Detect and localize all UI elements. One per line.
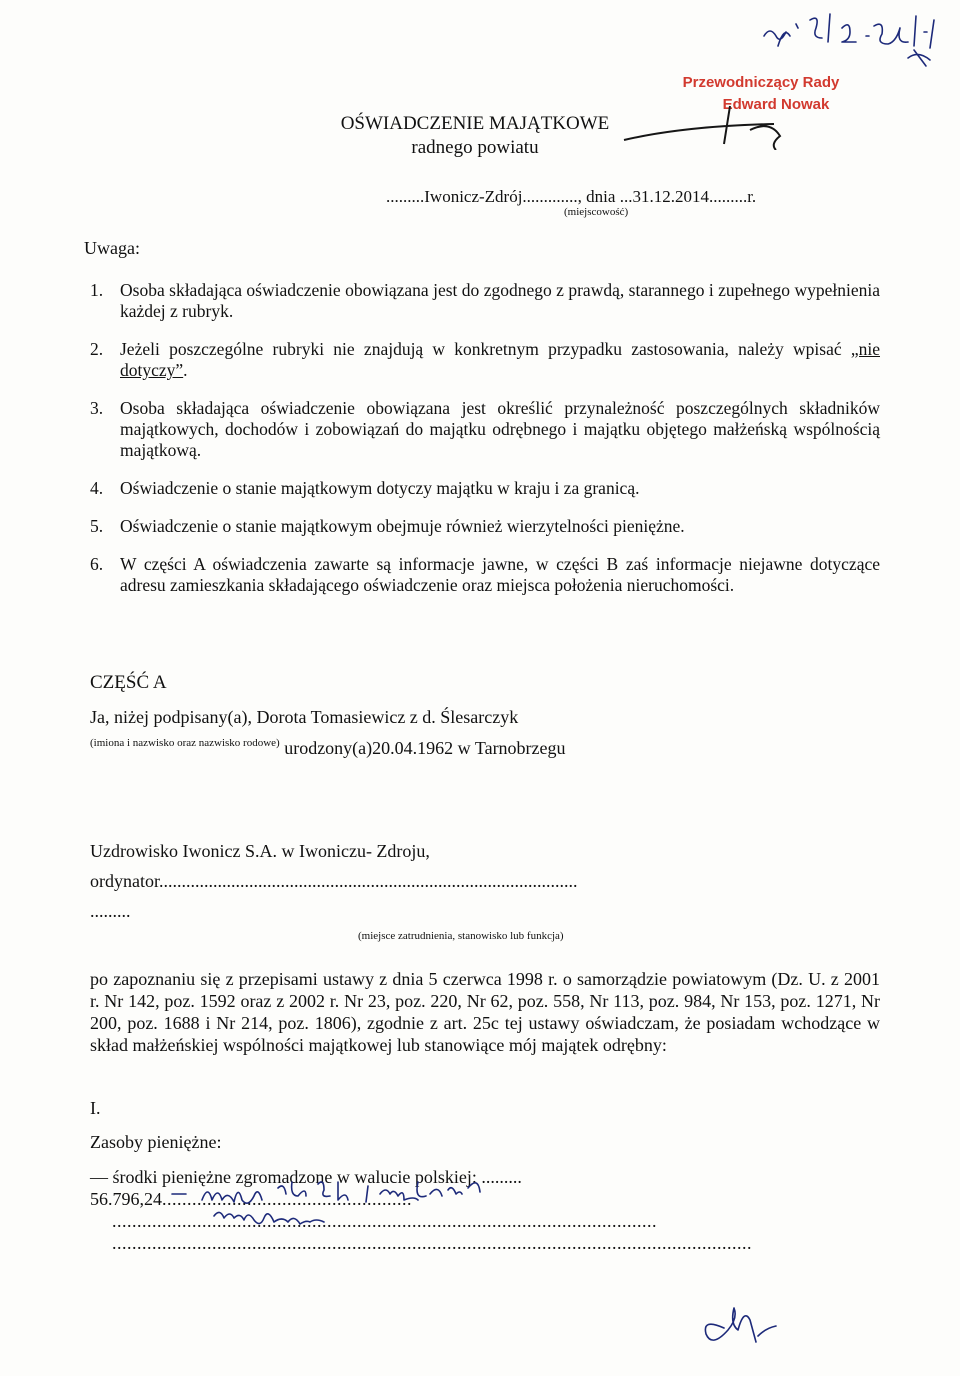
rule-text: W części A oświadczenia zawarte są informacje jawne, w części B zaś informacje niejawne dotyczące adresu zamieszkania składającego oświadczenie oraz miejsca położenia nieruchomości. (120, 554, 880, 595)
handwritten-initials (696, 1296, 796, 1356)
rule-item (90, 516, 880, 537)
rule-quoted: „nie dotyczy” (120, 339, 880, 380)
place-caption: (miejscowość) (564, 206, 629, 218)
rule-number: 3. (90, 398, 104, 418)
stamp-signature (620, 100, 820, 150)
place-date-text: .........Iwonicz-Zdrój............., dnia ...31.12.2014.........r. (386, 187, 757, 206)
rule-item (90, 339, 880, 381)
part-a-heading: CZĘŚĆ A (90, 672, 167, 693)
resources-label: Zasoby pieniężne: (90, 1132, 222, 1152)
rules-list (90, 280, 880, 613)
note-label: Uwaga: (84, 238, 140, 258)
handwritten-annotation (168, 1160, 608, 1230)
identity-line (90, 738, 566, 759)
dotted-line: ............................................................................................................. (112, 1211, 657, 1231)
employment-caption: (miejsce zatrudnienia, stanowisko lub funkcja) (358, 930, 564, 942)
rule-item (90, 478, 880, 499)
rule-number: 1. (90, 280, 104, 300)
rule-number: 2. (90, 339, 104, 359)
rule-text (120, 339, 880, 381)
cash-value: 56.796,24 (90, 1189, 162, 1209)
rule-item (90, 554, 880, 596)
rule-text-main: Jeżeli poszczególne rubryki nie znajdują w konkretnym przypadku zastosowania, należy wpisać (120, 339, 851, 359)
rule-number: 6. (90, 554, 104, 574)
document-title (310, 112, 640, 160)
section-number: I. (90, 1098, 101, 1118)
employer: Uzdrowisko Iwonicz S.A. w Iwoniczu- Zdroju, (90, 841, 430, 861)
rule-text: Osoba składająca oświadczenie obowiązana jest do zgodnego z prawdą, starannego i zupełnego wypełnienia każdej z rubryk. (120, 280, 880, 321)
handwritten-date (758, 6, 958, 70)
name-caption: (imiona i nazwisko oraz nazwisko rodowe) (90, 737, 280, 749)
employment-block (90, 836, 880, 946)
stamp-title: Przewodniczący Rady (682, 74, 840, 91)
rule-text: Oświadczenie o stanie majątkowym obejmuje również wierzytelności pieniężne. (120, 516, 685, 536)
legal-basis-text: po zapoznaniu się z przepisami ustawy z dnia 5 czerwca 1998 r. o samorządzie powiatowym (Dz. U. z 2001 r. Nr 142, poz. 1592 oraz z 2002 r. Nr 23, poz. 220, Nr 62, poz. 558, Nr 113, poz. 984, Nr 153, poz. 1271, Nr 200, poz. 1688 i Nr 214, poz. 1806), zgodnie z art. 25c tej ustawy oświadczam, że posiadam wchodzące w skład małżeńskiej wspólności majątkowej lub stanowiące mój majątek odrębny: (90, 969, 880, 1055)
stamp-name: Edward Nowak (722, 96, 830, 113)
cash-dots: .................................................. (162, 1189, 412, 1209)
cash-label: — środki pieniężne zgromadzone w walucie polskiej: ......... (90, 1167, 522, 1187)
rule-item (90, 280, 880, 322)
dotted-line: ................................................................................................................................ (112, 1233, 752, 1253)
position-continued: ......... (90, 901, 131, 921)
rule-text: Osoba składająca oświadczenie obowiązana jest określić przynależność poszczególnych składników majątkowych, dochodów i zobowiązań do majątku odrębnego i majątku objętego małżeńską wspólnością majątkową. (120, 398, 880, 460)
position: ordynator............................................................................................. (90, 871, 578, 891)
rule-number: 4. (90, 478, 104, 498)
rule-text: Oświadczenie o stanie majątkowym dotyczy majątku w kraju i za granicą. (120, 478, 640, 498)
title-main: OŚWIADCZENIE MAJĄTKOWE (340, 113, 610, 134)
title-sub: radnego powiatu (411, 137, 539, 158)
rule-text-end: . (183, 360, 188, 380)
declarant-line: Ja, niżej podpisany(a), Dorota Tomasiewicz z d. Ślesarczyk (90, 707, 519, 727)
birth-info: urodzony(a)20.04.1962 w Tarnobrzegu (284, 738, 566, 758)
rule-number: 5. (90, 516, 104, 536)
place-date-line (386, 187, 757, 218)
rule-item (90, 398, 880, 461)
